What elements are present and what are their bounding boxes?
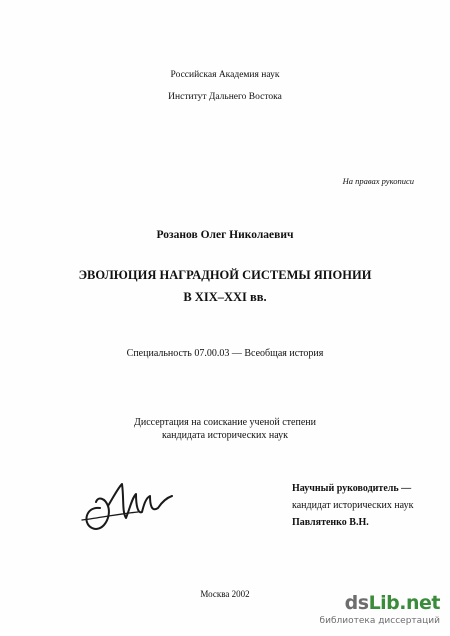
title-line-1: ЭВОЛЮЦИЯ НАГРАДНОЙ СИСТЕМЫ ЯПОНИИ <box>78 268 372 282</box>
institute-name: Институт Дальнего Востока <box>168 92 282 102</box>
logo-suffix: Lib.net <box>368 592 440 614</box>
dslib-logo <box>345 592 440 614</box>
specialty: Специальность 07.00.03 — Всеобщая история <box>126 348 324 359</box>
author-name: Розанов Олег Николаевич <box>156 229 294 241</box>
signature-image <box>78 468 188 538</box>
academy-name: Российская Академия наук <box>170 70 280 80</box>
dslib-watermark[interactable] <box>319 592 440 632</box>
supervisor-role: Научный руководитель — <box>292 483 412 494</box>
manuscript-note: На правах рукописи <box>342 176 414 186</box>
dissertation-line-2: кандидата исторических наук <box>161 430 289 441</box>
dslib-subtitle: библиотека диссертаций <box>319 616 440 626</box>
supervisor-name: Павлятенко В.Н. <box>292 517 369 528</box>
supervisor-degree: кандидат исторических наук <box>292 500 414 511</box>
logo-prefix: ds <box>344 592 369 614</box>
dissertation-line-1: Диссертация на соискание ученой степени <box>134 417 316 428</box>
title-line-2: В XIX–XXI вв. <box>183 290 267 304</box>
city-year: Москва 2002 <box>200 589 250 599</box>
